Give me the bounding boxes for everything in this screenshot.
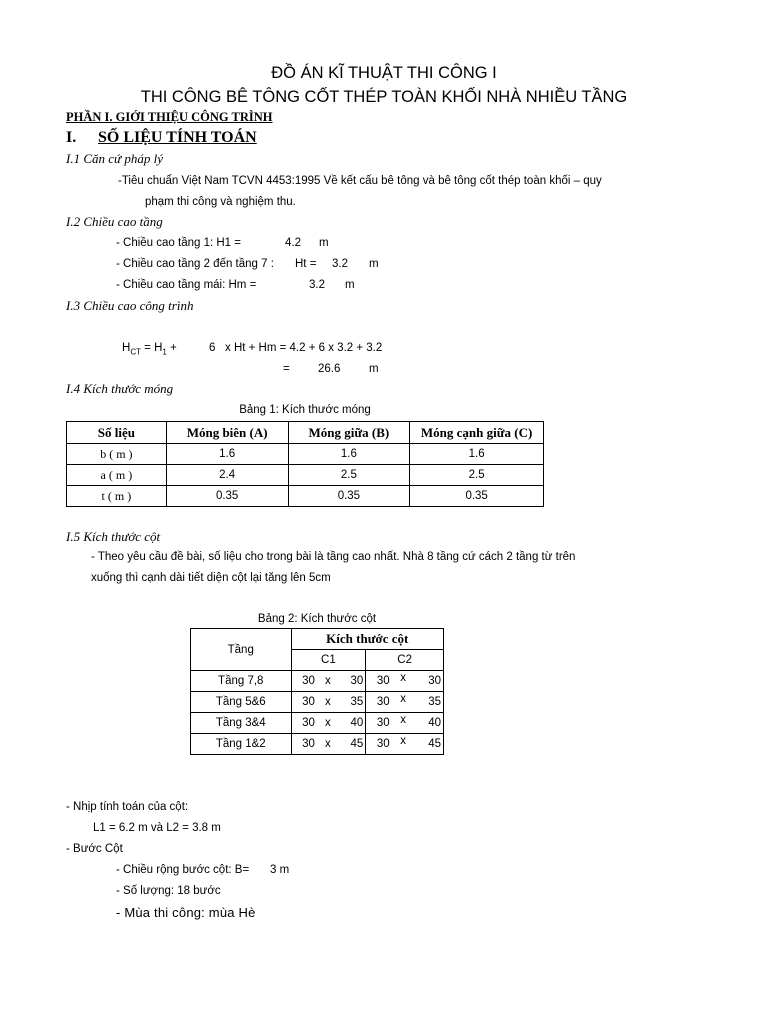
table-cell: 2.4 — [166, 465, 288, 486]
c2-width: 30 — [366, 734, 392, 755]
c2-times: x — [400, 672, 406, 684]
c2-times-cell — [392, 713, 415, 734]
subsection-title-1: I.1 Căn cứ pháp lý — [66, 151, 163, 166]
c2-times: x — [400, 693, 406, 705]
roof-height-label: - Chiều cao tầng mái: Hm = — [116, 279, 257, 291]
c2-times-cell — [392, 671, 415, 692]
table1-caption: Bảng 1: Kích thước móng — [239, 404, 371, 416]
table-cell: 0.35 — [288, 486, 410, 507]
table-cell: 1.6 — [166, 444, 288, 465]
table-cell: 1.6 — [288, 444, 410, 465]
floor-label: Tầng 5&6 — [191, 692, 292, 713]
span-label: - Nhịp tính toán của cột: — [66, 801, 189, 813]
c2-times-cell — [392, 734, 415, 755]
c1-times: x — [317, 692, 339, 713]
floor1-height-label: - Chiều cao tầng 1: H1 = — [116, 237, 241, 249]
table-row — [67, 486, 544, 507]
building-height-formula — [122, 342, 177, 356]
section-title: SỐ LIỆU TÍNH TOÁN — [98, 129, 257, 146]
table-header-cell: Móng giữa (B) — [288, 422, 410, 444]
c1-width: 30 — [291, 734, 317, 755]
formula-h1-subscript: 1 — [162, 347, 167, 357]
c2-times-cell — [392, 692, 415, 713]
table-row — [191, 692, 444, 713]
subsection-title-3: I.3 Chiều cao công trình — [66, 298, 194, 313]
column-note-line1: - Theo yêu cầu đề bài, số liệu cho trong bài là tầng cao nhất. Nhà 8 tầng cứ cách 2 tầng từ trên — [91, 551, 576, 563]
section-number: I. — [66, 129, 77, 146]
formula-h: H — [122, 342, 131, 354]
c1-times: x — [317, 734, 339, 755]
floor-label: Tầng 3&4 — [191, 713, 292, 734]
c1-times: x — [317, 671, 339, 692]
row-label: b ( m ) — [67, 444, 167, 465]
formula-expression: x Ht + Hm = 4.2 + 6 x 3.2 + 3.2 — [225, 342, 383, 354]
table-header-cell: Móng cạnh giữa (C) — [410, 422, 544, 444]
foundation-table — [66, 421, 544, 507]
table-row — [67, 465, 544, 486]
construction-season: - Mùa thi công: mùa Hè — [116, 905, 256, 920]
c1-width: 30 — [291, 692, 317, 713]
table-row — [191, 734, 444, 755]
step-width-label: - Chiều rộng bước cột: B= — [116, 864, 250, 876]
floor-label: Tầng 7,8 — [191, 671, 292, 692]
doc-title-line2: THI CÔNG BÊ TÔNG CỐT THÉP TOÀN KHỐI NHÀ NHIỀU TẦNG — [140, 88, 628, 106]
formula-eq: = H — [140, 342, 163, 354]
c2-depth: 35 — [415, 692, 444, 713]
formula-h-subscript: CT — [130, 347, 141, 357]
table-header-row — [191, 629, 444, 650]
c1-times: x — [317, 713, 339, 734]
c1-width: 30 — [291, 713, 317, 734]
c2-width: 30 — [366, 713, 392, 734]
c2-depth: 40 — [415, 713, 444, 734]
floor2-7-height-label: - Chiều cao tầng 2 đến tầng 7 : — [116, 258, 274, 270]
table-cell: 0.35 — [166, 486, 288, 507]
subsection-title-4: I.4 Kích thước móng — [66, 381, 174, 396]
c2-width: 30 — [366, 671, 392, 692]
table-header-cell: Số liệu — [67, 422, 167, 444]
table2-caption: Bảng 2: Kích thước cột — [257, 613, 377, 625]
formula-result: 26.6 — [318, 363, 341, 375]
subsection-title-2: I.2 Chiều cao tầng — [66, 214, 163, 229]
doc-title-line1: ĐỒ ÁN KĨ THUẬT THI CÔNG I — [271, 64, 497, 82]
table-cell: 0.35 — [410, 486, 544, 507]
table-row — [67, 444, 544, 465]
row-label: a ( m ) — [67, 465, 167, 486]
c1-depth: 35 — [339, 692, 366, 713]
formula-plus: + — [166, 342, 177, 354]
floor1-height-unit: m — [319, 237, 329, 249]
c2-times: x — [400, 735, 406, 747]
formula-floor-count: 6 — [209, 342, 216, 354]
c2-times: x — [400, 714, 406, 726]
span-values: L1 = 6.2 m và L2 = 3.8 m — [93, 822, 221, 834]
floor2-7-height-symbol: Ht = — [295, 258, 317, 270]
roof-height-value: 3.2 — [309, 279, 325, 291]
legal-basis-line1: -Tiêu chuẩn Việt Nam TCVN 4453:1995 Về kết cấu bê tông và bê tông cốt thép toàn khối – quy — [118, 175, 602, 187]
part-heading: PHẦN I. GIỚI THIỆU CÔNG TRÌNH — [66, 110, 273, 124]
table-cell: 2.5 — [288, 465, 410, 486]
floor2-7-height-value: 3.2 — [332, 258, 348, 270]
subsection-title-5: I.5 Kích thước cột — [66, 529, 161, 544]
c1-depth: 40 — [339, 713, 366, 734]
c1-depth: 30 — [339, 671, 366, 692]
column-size-table — [190, 628, 444, 755]
floor1-height-value: 4.2 — [285, 237, 301, 249]
table-cell: 2.5 — [410, 465, 544, 486]
column-note-line2: xuống thì cạnh dài tiết diện cột lại tăng lên 5cm — [91, 572, 331, 584]
header-column-size: Kích thước cột — [291, 629, 443, 650]
column-step-label: - Bước Cột — [66, 843, 123, 855]
header-floor: Tầng — [191, 629, 292, 671]
header-c2: C2 — [366, 650, 444, 671]
c2-depth: 30 — [415, 671, 444, 692]
legal-basis-line2: phạm thi công và nghiệm thu. — [145, 196, 296, 208]
table-header-row — [67, 422, 544, 444]
c2-depth: 45 — [415, 734, 444, 755]
header-c1: C1 — [291, 650, 366, 671]
step-count: - Số lượng: 18 bước — [116, 885, 221, 897]
step-width-value: 3 m — [270, 864, 290, 876]
table-cell: 1.6 — [410, 444, 544, 465]
c1-width: 30 — [291, 671, 317, 692]
row-label: t ( m ) — [67, 486, 167, 507]
formula-equals: = — [283, 363, 290, 375]
formula-unit: m — [369, 363, 379, 375]
floor-label: Tầng 1&2 — [191, 734, 292, 755]
table-header-cell: Móng biên (A) — [166, 422, 288, 444]
floor2-7-height-unit: m — [369, 258, 379, 270]
roof-height-unit: m — [345, 279, 355, 291]
table-row — [191, 671, 444, 692]
table-row — [191, 713, 444, 734]
c1-depth: 45 — [339, 734, 366, 755]
c2-width: 30 — [366, 692, 392, 713]
